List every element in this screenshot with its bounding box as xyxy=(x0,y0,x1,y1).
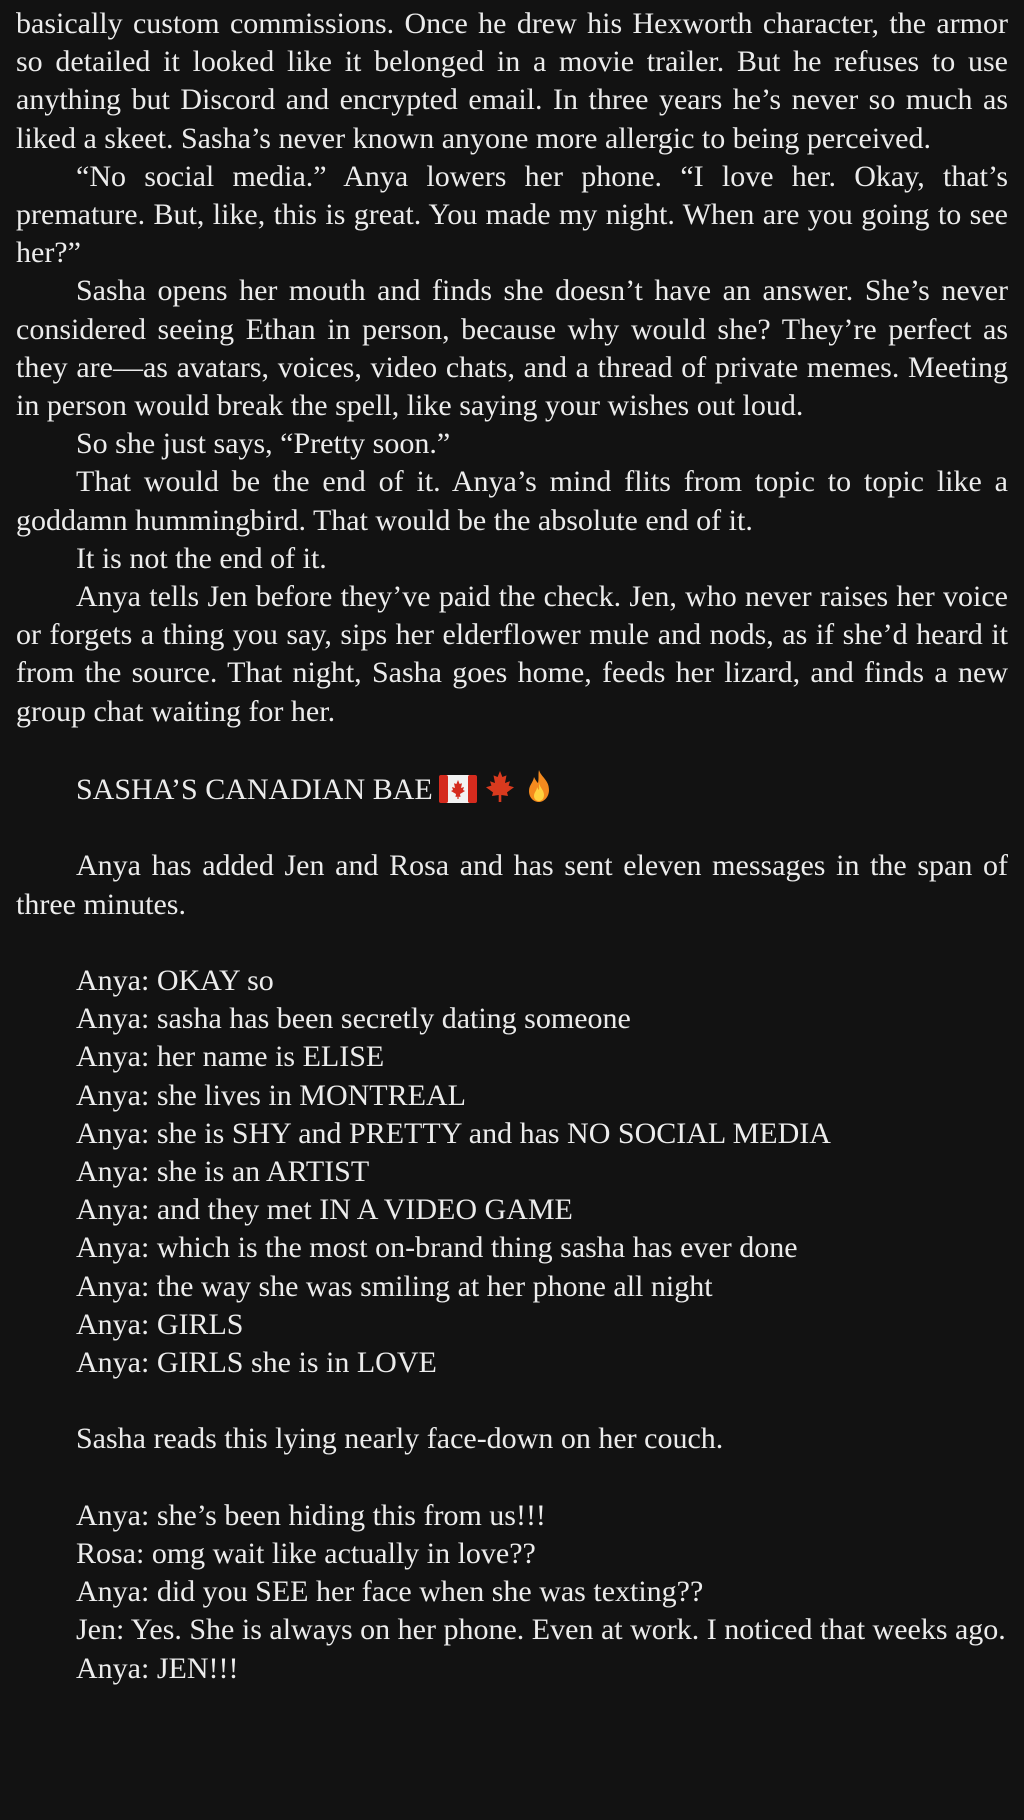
paragraph: Anya has added Jen and Rosa and has sent eleven messages in the span of three minutes. xyxy=(16,849,1008,921)
chat-message: Anya: she is SHY and PRETTY and has NO SOCIAL MEDIA xyxy=(76,1116,831,1150)
chat-message: Rosa: omg wait like actually in love?? xyxy=(76,1537,536,1571)
spacer xyxy=(16,1382,1008,1420)
chat-message: Anya: sasha has been secretly dating someone xyxy=(76,1002,631,1036)
spacer xyxy=(16,1459,1008,1497)
paragraph: “No social media.” Anya lowers her phone. “I love her. Okay, that’s premature. But, like, this is great. You made my night. When are you going to see her?” xyxy=(16,159,1008,270)
fire-icon xyxy=(523,769,555,803)
maple-leaf-icon xyxy=(483,769,517,803)
paragraph: basically custom commissions. Once he drew his Hexworth character, the armor so detailed it looked like it belonged in a movie trailer. But he refuses to use anything but Discord and encrypted email. In three years he’s never so much as liked a skeet. Sasha’s never known anyone more allergic to being perceived. xyxy=(16,7,1008,155)
chat-message: Anya: did you SEE her face when she was texting?? xyxy=(76,1575,704,1609)
spacer xyxy=(16,809,1008,847)
paragraph: Sasha reads this lying nearly face-down on her couch. xyxy=(76,1422,724,1456)
canadian-flag-icon xyxy=(439,775,477,803)
chat-message: Anya: she lives in MONTREAL xyxy=(76,1078,466,1112)
chat-message: Anya: she’s been hiding this from us!!! xyxy=(76,1498,546,1532)
group-chat-title xyxy=(16,769,1008,809)
chat-block xyxy=(16,962,1008,1382)
chat-message: Anya: OKAY so xyxy=(76,964,274,998)
chat-message: Anya: JEN!!! xyxy=(76,1651,239,1685)
paragraph: Sasha opens her mouth and finds she doesn’t have an answer. She’s never considered seeing Ethan in person, because why would she? They’re perfect as they are—as avatars, voices, video chats, and a thread of private memes. Meeting in person would break the spell, like saying your wishes out loud. xyxy=(16,274,1008,423)
chat-message: Anya: the way she was smiling at her phone all night xyxy=(76,1269,713,1303)
chat-message: Anya: and they met IN A VIDEO GAME xyxy=(76,1193,573,1227)
spacer xyxy=(16,731,1008,769)
paragraph: Anya tells Jen before they’ve paid the check. Jen, who never raises her voice or forgets a thing you say, sips her elderflower mule and nods, as if she’d heard it from the source. That night, Sasha goes home, feeds her lizard, and finds a new group chat waiting for her. xyxy=(16,580,1008,728)
paragraph: It is not the end of it. xyxy=(76,541,327,575)
group-chat-name: SASHA’S CANADIAN BAE xyxy=(76,773,433,807)
chat-message: Anya: GIRLS xyxy=(76,1307,244,1341)
paragraph: That would be the end of it. Anya’s mind flits from topic to topic like a goddamn hummingbird. That would be the absolute end of it. xyxy=(16,465,1008,537)
chat-message: Anya: which is the most on-brand thing sasha has ever done xyxy=(76,1231,798,1265)
chat-message: Anya: her name is ELISE xyxy=(76,1040,385,1074)
chat-message: Anya: GIRLS she is in LOVE xyxy=(76,1346,437,1380)
spacer xyxy=(16,924,1008,962)
chat-block xyxy=(16,1497,1008,1688)
chat-message: Jen: Yes. She is always on her phone. Even at work. I noticed that weeks ago. xyxy=(76,1613,1006,1647)
paragraph: So she just says, “Pretty soon.” xyxy=(76,427,451,461)
chat-message: Anya: she is an ARTIST xyxy=(76,1155,370,1189)
